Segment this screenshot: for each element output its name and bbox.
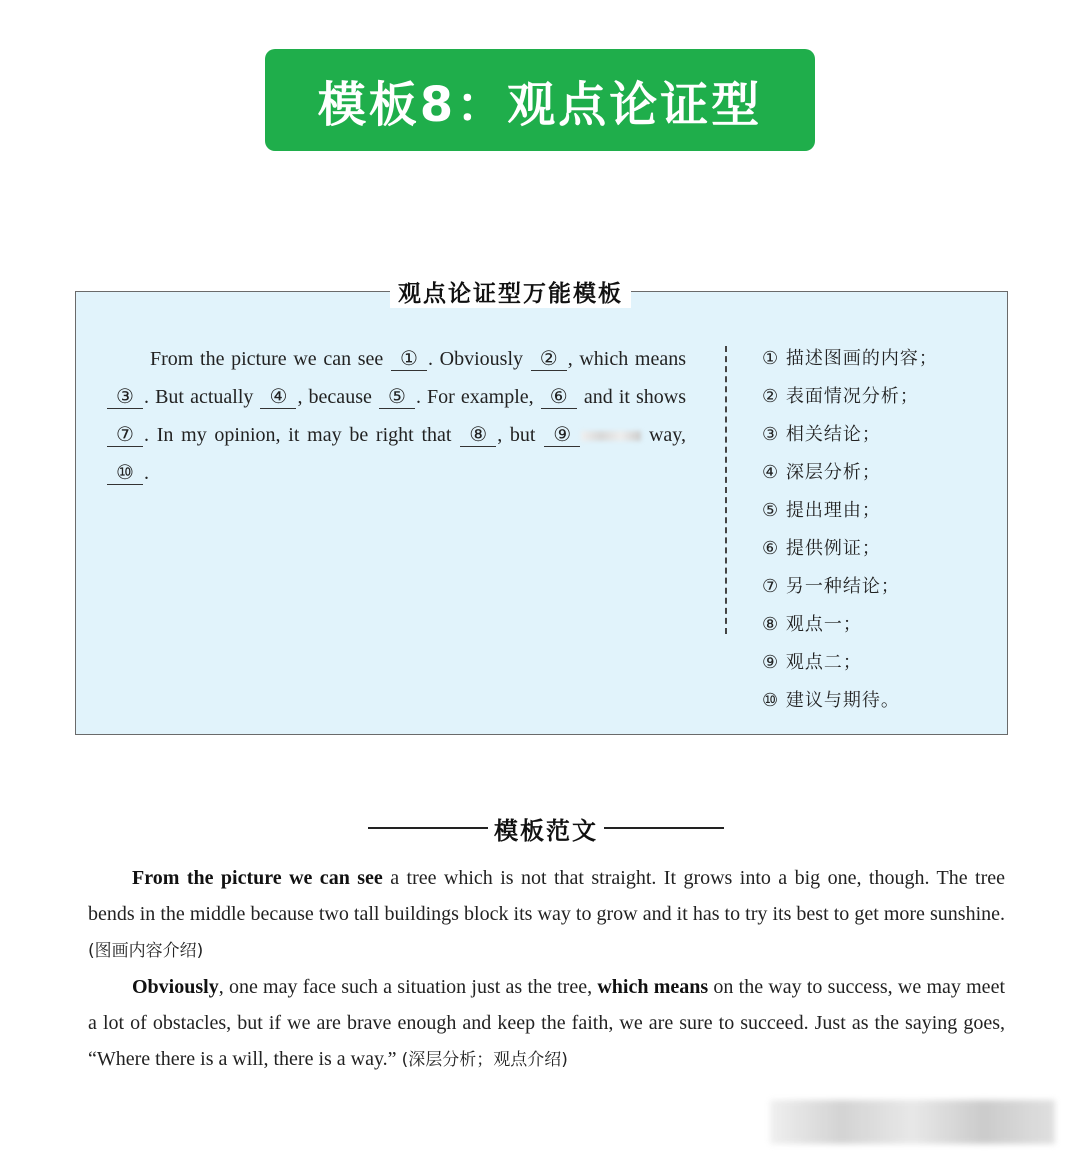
- blank-9: ⑨: [544, 424, 580, 447]
- template-box-title: 观点论证型万能模板: [390, 274, 631, 308]
- blank-4: ④: [260, 386, 296, 409]
- blank-5: ⑤: [379, 386, 415, 409]
- template-text-segment: .: [144, 462, 149, 484]
- sample-title-label: 模板范文: [494, 816, 598, 845]
- page-title: 模板8：观点论证型: [317, 76, 763, 133]
- blank-7: ⑦: [107, 424, 143, 447]
- legend-item: ⑩ 建议与期待。: [762, 690, 900, 711]
- blank-2: ②: [531, 348, 567, 371]
- essay-note: (深层分析；观点介绍): [401, 1050, 568, 1070]
- template-text-segment: way,: [648, 424, 687, 446]
- template-text-segment: and it shows: [583, 386, 687, 408]
- blank-10: ⑩: [107, 462, 143, 485]
- blank-3: ③: [107, 386, 143, 409]
- template-text-segment: . In my opinion, it may be right that: [144, 424, 452, 446]
- legend-item: ⑤ 提出理由；: [762, 500, 881, 521]
- legend-item: ⑥ 提供例证；: [762, 538, 881, 559]
- legend-list: [762, 340, 938, 720]
- essay-text: , one may face such a situation just as the tree,: [218, 976, 593, 998]
- essay-keyphrase: From the picture we can see: [132, 867, 383, 889]
- essay-keyphrase: which means: [597, 976, 709, 998]
- blurred-watermark: [770, 1100, 1055, 1144]
- dashed-divider: [725, 346, 727, 634]
- template-text-segment: , which means: [567, 348, 687, 370]
- sample-section-title: [368, 808, 724, 848]
- essay-text: a tree which is not that straight. It grows into a big one, though. The tree bends in the middle because two tall buildings block its way to grow and it has to try its best to get more sunshine.: [88, 867, 1006, 925]
- blank-8: ⑧: [460, 424, 496, 447]
- essay-text: on the way to success, we may meet a lot of obstacles, but if we are brave enough and keep the faith, we are sure to succeed. Just as the saying goes, “Where there is a will, there is a way.”: [88, 976, 1005, 1070]
- title-banner: [265, 49, 815, 151]
- template-text-segment: , because: [297, 386, 372, 408]
- essay-keyphrase: Obviously: [132, 976, 219, 998]
- essay-paragraph-1: [88, 860, 1005, 969]
- legend-item: ⑧ 观点一；: [762, 614, 862, 635]
- legend-item: ⑨ 观点二；: [762, 652, 862, 673]
- legend-item: ② 表面情况分析；: [762, 386, 919, 407]
- title-rule-right: [604, 827, 724, 829]
- essay-paragraph-2: [88, 969, 1005, 1078]
- template-text-segment: , but: [497, 424, 536, 446]
- template-text-segment: . But actually: [144, 386, 254, 408]
- legend-item: ③ 相关结论；: [762, 424, 881, 445]
- sample-essay: [88, 860, 1005, 1078]
- blank-6: ⑥: [541, 386, 577, 409]
- template-paragraph: [106, 340, 686, 492]
- legend-item: ① 描述图画的内容；: [762, 348, 938, 369]
- blurred-text: [581, 431, 641, 441]
- template-text-segment: . For example,: [415, 386, 534, 408]
- template-text-segment: From the picture we can see: [150, 348, 384, 370]
- legend-item: ④ 深层分析；: [762, 462, 881, 483]
- title-rule-left: [368, 827, 488, 829]
- essay-note: (图画内容介绍): [88, 941, 204, 961]
- blank-1: ①: [391, 348, 427, 371]
- legend-item: ⑦ 另一种结论；: [762, 576, 900, 597]
- template-text-segment: . Obviously: [427, 348, 523, 370]
